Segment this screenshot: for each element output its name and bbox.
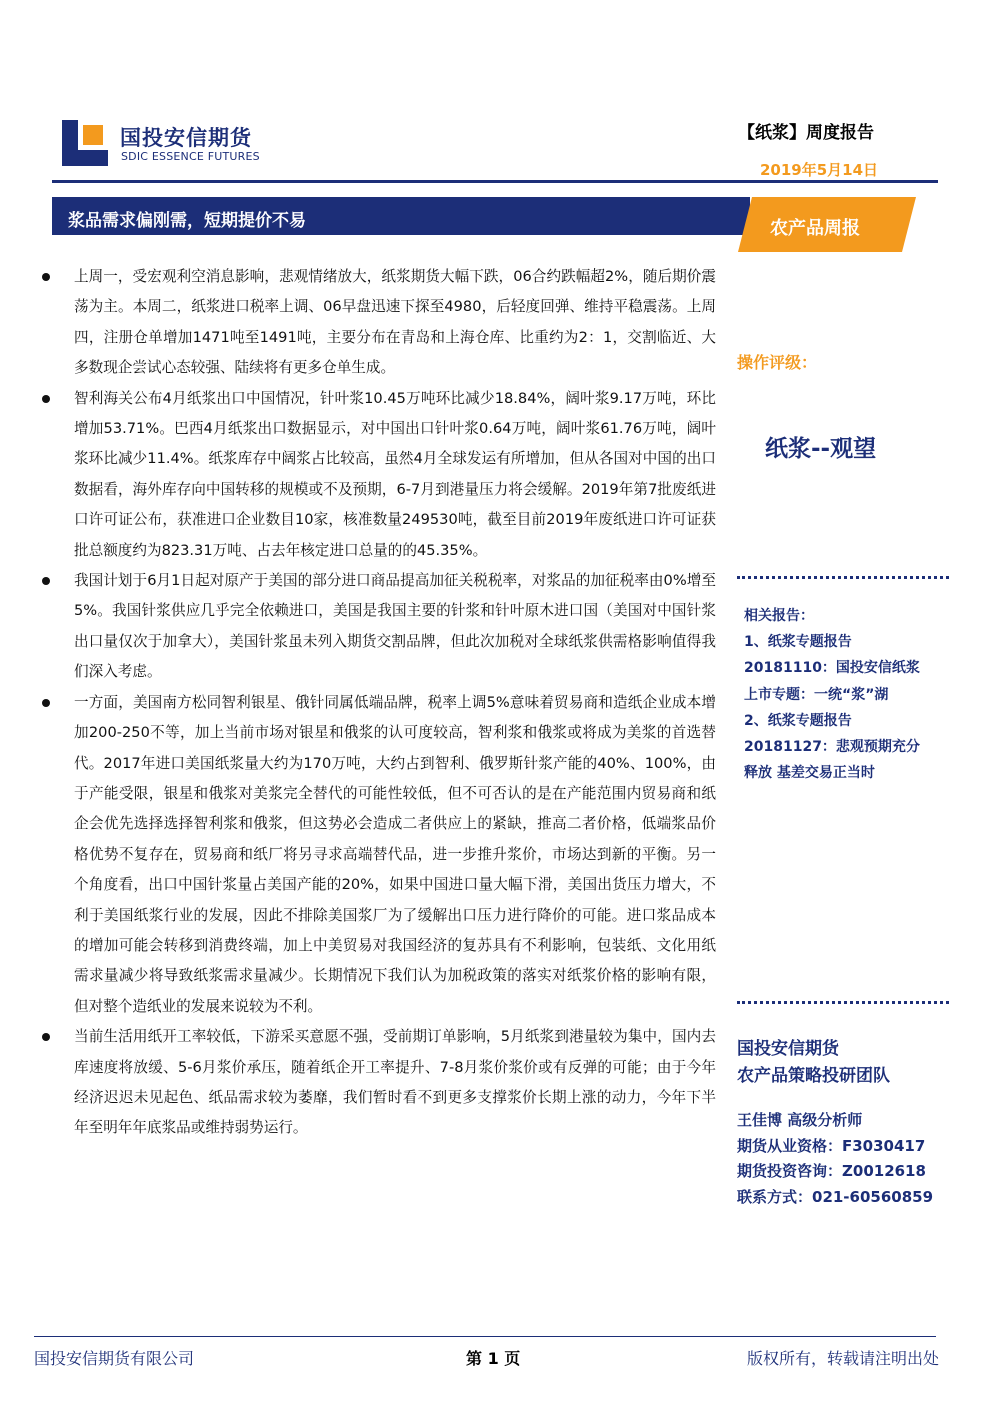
related-report-line: 2、纸浆专题报告 [744,712,852,729]
team-company: 国投安信期货 [737,1039,839,1059]
related-report-line: 上市专题：一统“浆”湖 [744,686,889,703]
category-tag-label: 农产品周报 [770,218,860,239]
bullet-text: 上周一，受宏观利空消息影响，悲观情绪放大，纸浆期货大幅下跌，06合约跌幅超2%，随后期价震荡为主。本周二，纸浆进口税率上调、06早盘迅速下探至4980，后轻度回弹、维持平稳震荡。上周四，注册仓单增加1471吨至1491吨，主要分布在青岛和上海仓库、比重约为2：1，交割临近、大多数现企尝试心态较强、陆续将有更多仓单生成。 [74,268,716,377]
report-headline: 浆品需求偏刚需，短期提价不易 [68,211,306,231]
bullet-dot-icon [42,273,50,281]
page-number: 第 1 页 [466,1349,521,1368]
header-divider [52,180,938,183]
contact-phone: 联系方式：021-60560859 [737,1187,934,1206]
bullet-dot-icon [42,1033,50,1041]
bullet-dot-icon [42,699,50,707]
related-report-line: 20181127：悲观预期充分 [744,739,920,756]
sdic-logo-icon [62,120,108,166]
bullet-paragraph [36,566,716,688]
logo-english-name: SDIC ESSENCE FUTURES [121,150,260,163]
analyst-name: 王佳博 高级分析师 [737,1111,863,1129]
main-content [36,262,716,1144]
footer-copyright: 版权所有，转载请注明出处 [747,1349,940,1368]
bullet-text: 我国计划于6月1日起对原产于美国的部分进口商品提高加征关税税率，对浆品的加征税率由0%增至5%。我国针浆供应几乎完全依赖进口，美国是我国主要的针浆和针叶原木进口国（美国对中国针浆出口量仅次于加拿大），美国针浆虽未列入期货交割品牌，但此次加税对全球纸浆供需格影响值得我们深入考虑。 [74,572,716,681]
report-type: 【纸浆】周度报告 [738,123,874,143]
bullet-paragraph [36,688,716,1022]
rating-label: 操作评级： [737,353,818,372]
bullet-text: 智利海关公布4月纸浆出口中国情况，针叶浆10.45万吨环比减少18.84%，阔叶浆9.17万吨，环比增加53.71%。巴西4月纸浆出口数据显示，对中国出口针叶浆0.64万吨，阔叶浆61.76万吨，阔叶浆环比减少11.4%。纸浆库存中阔浆占比较高，虽然4月全球发运有所增加，但从各国对中国的出口数据看，海外库存向中国转移的规模或不及预期，6-7月到港量压力将会缓解。2019年第7批废纸进口许可证公布，获准进口企业数目10家，核准数量249530吨，截至目前2019年废纸进口许可证获批总额度约为823.31万吨、占去年核定进口总量的的45.35%。 [74,389,716,559]
related-reports-title: 相关报告： [744,608,814,624]
analyst-contact [737,1108,933,1210]
advisory-license: 期货投资咨询：Z0012618 [737,1162,926,1180]
footer-divider [34,1336,936,1337]
sidebar-dotted-divider [737,1001,949,1004]
bullet-text: 当前生活用纸开工率较低，下游采买意愿不强，受前期订单影响，5月纸浆到港量较为集中，国内去库速度将放缓、5-6月浆价承压，随着纸企开工率提升、7-8月浆价浆价或有反弹的可能；由于今年经济迟迟未见起色、纸品需求较为萎靡，我们暂时看不到更多支撑浆价长期上涨的动力，今年下半年至明年年底浆品或维持弱势运行。 [74,1028,716,1137]
report-date: 2019年5月14日 [760,161,879,179]
related-report-line: 1、纸浆专题报告 [744,634,852,651]
related-report-line: 释放 基差交易正当时 [744,765,875,782]
bullet-paragraph [36,262,716,384]
bullet-dot-icon [42,395,50,403]
related-report-line: 20181110：国投安信纸浆 [744,660,920,677]
bullet-text: 一方面，美国南方松同智利银星、俄针同属低端品牌，税率上调5%意味着贸易商和造纸企业成本增加200-250不等，加上当前市场对银星和俄浆的认可度较高，智利浆和俄浆或将成为美浆的首选替代。2017年进口美国纸浆量大约为170万吨，大约占到智利、俄罗斯针浆产能的40%、100%，由于产能受限，银星和俄浆对美浆完全替代的可能性较低，但不可否认的是在产能范围内贸易商和纸企会优先选择选择智利浆和俄浆，但这势必会造成二者供应上的紧缺，推高二者价格，低端浆品价格优势不复存在，贸易商和纸厂将另寻求高端替代品，进一步推升浆价，市场达到新的平衡。另一个角度看，出口中国针浆量占美国产能的20%，如果中国进口量大幅下滑，美国出货压力增大，不利于美国纸浆行业的发展，因此不排除美国浆厂为了缓解出口压力进行降价的可能。进口浆品成本的增加可能会转移到消费终端，加上中美贸易对我国经济的复苏具有不利影响，包装纸、文化用纸需求量减少将导致纸浆需求量减少。长期情况下我们认为加税政策的落实对纸浆价格的影响有限，但对整个造纸业的发展来说较为不利。 [74,693,716,1015]
team-name: 农产品策略投研团队 [737,1066,890,1086]
bullet-paragraph [36,1022,716,1144]
sidebar-dotted-divider [737,576,949,579]
related-reports [744,603,949,786]
futures-license: 期货从业资格：F3030417 [737,1136,926,1155]
bullet-dot-icon [42,577,50,585]
rating-value: 纸浆--观望 [765,436,877,462]
footer-company: 国投安信期货有限公司 [34,1349,195,1368]
bullet-paragraph [36,384,716,566]
logo-chinese-name: 国投安信期货 [120,126,252,150]
